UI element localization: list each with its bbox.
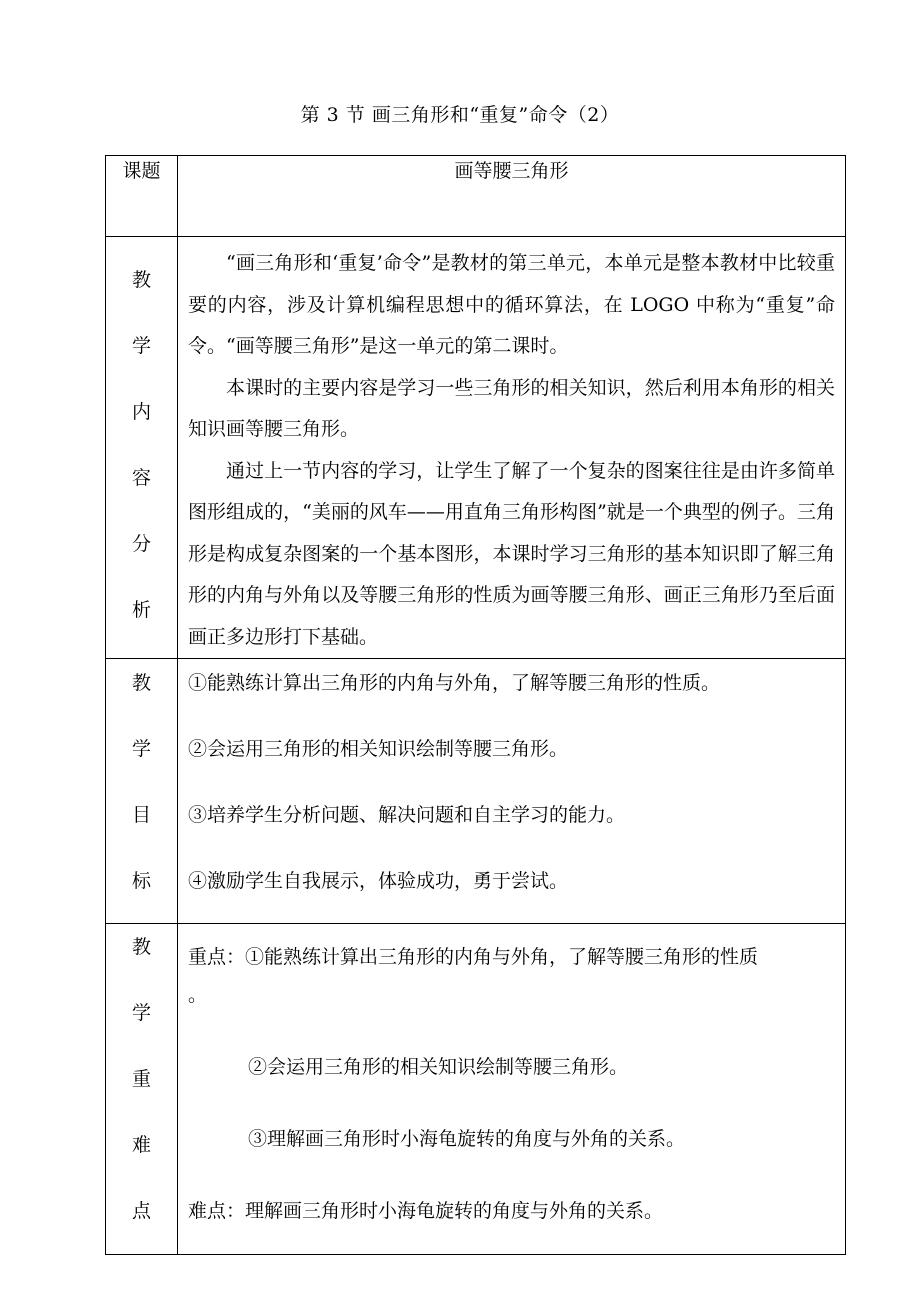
topic-value: 画等腰三角形: [178, 156, 846, 237]
label-char: 学: [131, 335, 151, 357]
key-difficult-points-body: [178, 924, 846, 1255]
goal-item: ①能熟练计算出三角形的内角与外角，了解等腰三角形的性质。: [188, 672, 721, 694]
label-char: 重: [131, 1068, 151, 1090]
label-char: 教: [131, 936, 151, 958]
label-char: 难: [131, 1134, 151, 1156]
label-char: 教: [131, 269, 151, 291]
key-point-3: ③理解画三角形时小海龟旋转的角度与外角的关系。: [248, 1128, 686, 1150]
label-char: 内: [131, 401, 151, 423]
teaching-goals-body: [178, 659, 846, 924]
analysis-paragraph: “画三角形和‘重复’命令”是教材的第三单元，本单元是整本教材中比较重要的内容，涉及计算机编程思想中的循环算法，在 LOGO 中称为“重复”命令。“画等腰三角形”是这一单元的第二课时。: [188, 252, 835, 357]
lesson-plan-table: [105, 155, 846, 1255]
label-char: 教: [131, 672, 151, 694]
label-char: 分: [131, 533, 151, 555]
content-analysis-row: [106, 237, 846, 659]
topic-label: 课题: [106, 156, 178, 237]
teaching-goals-row: [106, 659, 846, 924]
key-point-2: ②会运用三角形的相关知识绘制等腰三角形。: [248, 1056, 629, 1078]
goal-item: ④激励学生自我展示，体验成功，勇于尝试。: [188, 870, 569, 892]
topic-row: [106, 156, 846, 237]
teaching-goals-label: [106, 659, 178, 924]
goal-item: ③培养学生分析问题、解决问题和自主学习的能力。: [188, 804, 626, 826]
label-char: 学: [131, 1002, 151, 1024]
key-difficult-points-label: [106, 924, 178, 1255]
analysis-paragraph: 通过上一节内容的学习，让学生了解了一个复杂的图案往往是由许多简单图形组成的，“美丽的风车——用直角三角形构图”就是一个典型的例子。三角形是构成复杂图案的一个基本图形，本课时学习三角形的基本知识即了解三角形的内角与外角以及等腰三角形的性质为画等腰三角形、画正三角形乃至后面画正多边形打下基础。: [188, 459, 835, 648]
label-char: 点: [131, 1200, 151, 1222]
key-point-1-tail: 。: [188, 984, 208, 1006]
key-difficult-points-row: [106, 924, 846, 1255]
content-analysis-body: [178, 237, 846, 659]
key-point-1: 重点：①能熟练计算出三角形的内角与外角，了解等腰三角形的性质: [188, 946, 759, 968]
difficult-point: 难点：理解画三角形时小海龟旋转的角度与外角的关系。: [188, 1200, 664, 1222]
label-char: 容: [131, 467, 151, 489]
label-char: 标: [131, 870, 151, 892]
goal-item: ②会运用三角形的相关知识绘制等腰三角形。: [188, 738, 569, 760]
label-char: 析: [131, 599, 151, 621]
label-char: 目: [131, 804, 151, 826]
content-analysis-label: [106, 237, 178, 659]
page-title: 第 3 节 画三角形和“重复”命令（2）: [300, 104, 620, 126]
analysis-paragraph: 本课时的主要内容是学习一些三角形的相关知识，然后利用本角形的相关知识画等腰三角形。: [188, 376, 835, 440]
label-char: 学: [131, 738, 151, 760]
